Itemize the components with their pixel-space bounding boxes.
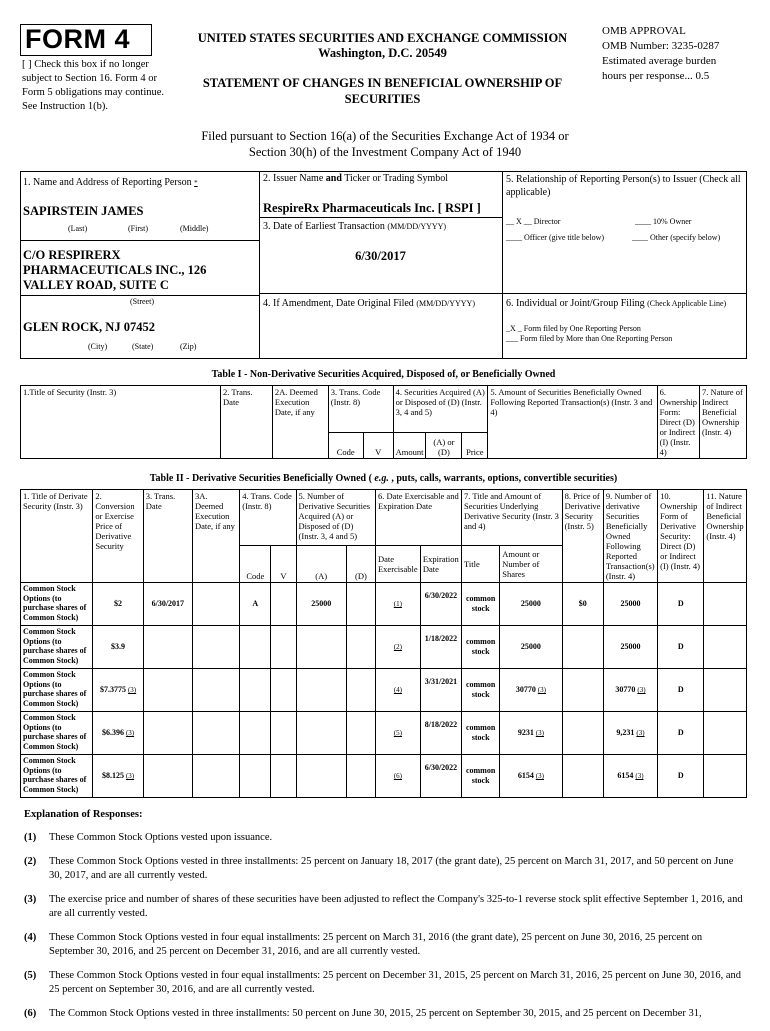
date-exercisable [375, 755, 420, 798]
t2-col-number: 5. Number of Derivative Securities Acquired (A) or Disposed of (D) (Instr. 3, 4 and 5) [296, 490, 375, 546]
owned-following: 30770 (3) [603, 669, 657, 712]
footnote-text: These Common Stock Options vested upon issuance. [49, 832, 273, 843]
derivative-row [21, 712, 747, 755]
reporting-grid [20, 171, 747, 359]
footnote-link[interactable]: (3) [535, 729, 544, 737]
underlying-amount: 9231 (3) [500, 712, 562, 755]
footnote-number: (3) [24, 894, 37, 905]
conversion-price: $2 [93, 583, 143, 626]
ownership-form: D [658, 626, 704, 669]
acquired-amount [296, 755, 346, 798]
derivative-price [562, 626, 603, 669]
transaction-code [240, 712, 271, 755]
t2-col-exercisable: 6. Date Exercisable and Expiration Date [375, 490, 461, 546]
transaction-code: A [240, 583, 271, 626]
footnote-text: These Common Stock Options vested in four equal installments: 25 percent on December 31, 2015, 25 percent on March 31, 2016, 25 percent on June 30, 2016, and 25 percent on September 30, 2016, and are all currently vested. [49, 970, 741, 995]
t2-col-title: 1. Title of Derivate Security (Instr. 3) [21, 490, 93, 583]
filed-line-2: Section 30(h) of the Investment Company Act of 1940 [248, 145, 522, 159]
t1-sub-code: Code [328, 433, 363, 459]
transaction-code [240, 669, 271, 712]
t1-sub-amount: Amount [393, 433, 426, 459]
ten-percent-owner-check[interactable]: ____ 10% Owner [635, 217, 692, 226]
expiration-date: 6/30/2022 [420, 755, 461, 798]
conversion-price: $8.125 (3) [93, 755, 143, 798]
t1-col-date: 2. Trans. Date [221, 386, 273, 459]
disposed-amount [346, 755, 375, 798]
t2-col-owned: 9. Number of derivative Securities Beneficially Owned Following Reported Transaction(s) (Instr. 4) [603, 490, 657, 583]
t1-col-ownership-form: 6. Ownership Form: Direct (D) or Indirect (I) (Instr. 4) [657, 386, 699, 459]
derivative-price [562, 712, 603, 755]
acquired-amount [296, 669, 346, 712]
nature-of-ownership [704, 712, 747, 755]
footnote-link[interactable]: (2) [393, 643, 403, 651]
t2-sub-amount: Amount or Number of Shares [500, 545, 562, 582]
first-caption: (First) [128, 224, 148, 233]
transaction-v [271, 626, 296, 669]
t2-sub-a: (A) [296, 545, 346, 582]
explanation-item [24, 831, 749, 845]
t2-col-conversion: 2. Conversion or Exercise Price of Derivative Security [93, 490, 143, 583]
underlying-amount: 6154 (3) [500, 755, 562, 798]
t1-col-owned: 5. Amount of Securities Beneficially Owned Following Reported Transaction(s) (Instr. 3 and 4) [488, 386, 657, 459]
footnote-number: (1) [24, 832, 37, 843]
city-state-zip: GLEN ROCK, NJ 07452 [23, 320, 155, 334]
omb-line: Estimated average burden [602, 55, 717, 67]
one-person-filing[interactable]: _X _ Form filed by One Reporting Person [506, 324, 641, 333]
transaction-date: 6/30/2017 [143, 583, 192, 626]
derivative-row [21, 755, 747, 798]
officer-check[interactable]: ____ Officer (give title below) [506, 233, 605, 242]
transaction-date [143, 755, 192, 798]
transaction-v [271, 583, 296, 626]
underlying-amount: 25000 [500, 583, 562, 626]
derivative-price: $0 [562, 583, 603, 626]
date-exercisable [375, 712, 420, 755]
t1-col-acquired: 4. Securities Acquired (A) or Disposed of (D) (Instr. 3, 4 and 5) [393, 386, 488, 433]
derivative-row [21, 626, 747, 669]
t1-sub-price: Price [462, 433, 488, 459]
deemed-date [192, 712, 239, 755]
director-check[interactable]: __ X __ Director [506, 217, 561, 226]
t1-col-title: 1.Title of Security (Instr. 3) [21, 386, 221, 459]
table2 [20, 489, 747, 798]
underlying-title: common stock [462, 626, 500, 669]
t2-col-deemed: 3A. Deemed Execution Date, if any [192, 490, 239, 583]
explanation-item [24, 931, 749, 959]
conversion-price: $7.3775 (3) [93, 669, 143, 712]
agency-line-1: UNITED STATES SECURITIES AND EXCHANGE COMMISSION [197, 31, 568, 45]
footnote-link[interactable]: (3) [127, 686, 137, 694]
t2-sub-exp: Expiration Date [420, 545, 461, 582]
footnote-number: (2) [24, 856, 37, 867]
t2-sub-code: Code [240, 545, 271, 582]
deemed-date [192, 669, 239, 712]
derivative-security-title: Common Stock Options (to purchase shares of Common Stock) [21, 755, 93, 798]
nature-of-ownership [704, 583, 747, 626]
filed-line-1: Filed pursuant to Section 16(a) of the Securities Exchange Act of 1934 or [201, 129, 569, 143]
omb-line: OMB APPROVAL [602, 25, 686, 37]
footnote-link[interactable]: (3) [535, 772, 544, 780]
footnote-link[interactable]: (6) [393, 772, 403, 780]
deemed-date [192, 583, 239, 626]
city-caption: (City) [88, 342, 108, 351]
underlying-title: common stock [462, 669, 500, 712]
t2-col-form: 10. Ownership Form of Derivative Security: Direct (D) or Indirect (I) (Instr. 4) [658, 490, 704, 583]
acquired-amount [296, 712, 346, 755]
transaction-v [271, 755, 296, 798]
expiration-date: 6/30/2022 [420, 583, 461, 626]
footnote-link[interactable]: (3) [636, 729, 645, 737]
explanation-heading: Explanation of Responses: [24, 809, 143, 820]
table1 [20, 385, 747, 459]
t2-col-underlying: 7. Title and Amount of Securities Underlying Derivative Security (Instr. 3 and 4) [462, 490, 563, 546]
t2-sub-title: Title [462, 545, 500, 582]
acquired-amount [296, 626, 346, 669]
omb-approval [602, 24, 762, 84]
multiple-persons-filing[interactable]: ___ Form filed by More than One Reporting Person [506, 334, 673, 343]
expiration-date: 1/18/2022 [420, 626, 461, 669]
owned-following: 6154 (3) [603, 755, 657, 798]
deemed-date [192, 755, 239, 798]
form-title-box [20, 24, 152, 56]
form-title: FORM 4 [25, 24, 131, 54]
footnote-link[interactable]: * [194, 179, 198, 187]
t2-col-date: 3. Trans. Date [143, 490, 192, 583]
t2-col-price: 8. Price of Derivative Security (Instr. 5) [562, 490, 603, 583]
deemed-date [192, 626, 239, 669]
underlying-amount: 30770 (3) [500, 669, 562, 712]
date-exercisable [375, 583, 420, 626]
disposed-amount [346, 583, 375, 626]
footnote-text: These Common Stock Options vested in three installments: 25 percent on January 18, 2017 (the grant date), 25 percent on March 31, 2017, and 50 percent on June 30, 2017, and are all currently vested. [49, 856, 734, 881]
disposed-amount [346, 626, 375, 669]
derivative-price [562, 669, 603, 712]
underlying-amount: 25000 [500, 626, 562, 669]
owned-following: 9,231 (3) [603, 712, 657, 755]
explanation-item [24, 893, 749, 921]
zip-caption: (Zip) [180, 342, 197, 351]
transaction-date [143, 712, 192, 755]
other-check[interactable]: ____ Other (specify below) [632, 233, 721, 242]
t1-col-code: 3. Trans. Code (Instr. 8) [328, 386, 393, 433]
state-caption: (State) [132, 342, 154, 351]
ownership-form: D [658, 669, 704, 712]
footnote-number: (4) [24, 932, 37, 943]
reporting-address: C/O RESPIRERX PHARMACEUTICALS INC., 126 VALLEY ROAD, SUITE C [23, 248, 207, 292]
box1-label: 1. Name and Address of Reporting Person * [23, 177, 198, 188]
statement-title: STATEMENT OF CHANGES IN BENEFICIAL OWNERSHIP OF SECURITIES [202, 76, 563, 106]
derivative-row [21, 583, 747, 626]
t2-sub-d: (D) [346, 545, 375, 582]
underlying-title: common stock [462, 583, 500, 626]
box3-label: 3. Date of Earliest Transaction (MM/DD/YYYY) [263, 221, 447, 232]
footnote-link[interactable]: (3) [125, 729, 135, 737]
earliest-transaction-date: 6/30/2017 [355, 249, 406, 263]
footnote-number: (5) [24, 970, 37, 981]
transaction-date [143, 626, 192, 669]
nature-of-ownership [704, 669, 747, 712]
footnote-text: The exercise price and number of shares of these securities have been adjusted to reflect the Company's 325-to-1 reverse stock split effective September 1, 2016, and are all currently vested. [49, 894, 743, 919]
expiration-date: 3/31/2021 [420, 669, 461, 712]
table1-title: Table I - Non-Derivative Securities Acquired, Disposed of, or Beneficially Owned [211, 369, 556, 380]
check-box-note[interactable]: [ ] Check this box if no longer subject to Section 16. Form 4 or Form 5 obligations may continue. See Instruction 1(b). [22, 59, 165, 112]
transaction-code [240, 626, 271, 669]
omb-line: OMB Number: 3235-0287 [602, 40, 720, 52]
box6-label: 6. Individual or Joint/Group Filing (Check Applicable Line) [506, 298, 727, 309]
ownership-form: D [658, 755, 704, 798]
footnote-text: These Common Stock Options vested in four equal installments: 25 percent on March 31, 2016 (the grant date), 25 percent on June 30, 2016, 25 percent on September 30, 2016, and 25 percent on December 31, 2016, and are all currently vested. [49, 932, 703, 957]
footnote-link[interactable]: (3) [537, 686, 546, 694]
date-exercisable [375, 669, 420, 712]
derivative-security-title: Common Stock Options (to purchase shares of Common Stock) [21, 626, 93, 669]
derivative-security-title: Common Stock Options (to purchase shares of Common Stock) [21, 583, 93, 626]
disposed-amount [346, 669, 375, 712]
middle-caption: (Middle) [180, 224, 209, 233]
transaction-date [143, 669, 192, 712]
t1-col-deemed: 2A. Deemed Execution Date, if any [272, 386, 328, 459]
footnote-link[interactable]: (3) [635, 772, 644, 780]
explanation-item [24, 969, 749, 997]
agency-line-2: Washington, D.C. 20549 [318, 46, 447, 60]
t1-col-nature: 7. Nature of Indirect Beneficial Ownership (Instr. 4) [699, 386, 746, 459]
agency-heading [180, 31, 585, 61]
footnote-link[interactable]: (5) [393, 729, 403, 737]
footnote-text: The Common Stock Options vested in three installments: 50 percent on June 30, 2015, 25 percent on September 30, 2015, and 25 percent on December 31, [49, 1008, 702, 1019]
transaction-code [240, 755, 271, 798]
conversion-price: $3.9 [93, 626, 143, 669]
box4-label: 4. If Amendment, Date Original Filed (MM/DD/YYYY) [263, 298, 475, 309]
transaction-v [271, 712, 296, 755]
omb-line: hours per response... 0.5 [602, 70, 710, 82]
conversion-price: $6.396 (3) [93, 712, 143, 755]
nature-of-ownership [704, 755, 747, 798]
owned-following: 25000 [603, 626, 657, 669]
filed-pursuant [100, 128, 670, 160]
ownership-form: D [658, 712, 704, 755]
derivative-price [562, 755, 603, 798]
derivative-row [21, 669, 747, 712]
expiration-date: 8/18/2022 [420, 712, 461, 755]
nature-of-ownership [704, 626, 747, 669]
footnote-link[interactable]: (3) [637, 686, 646, 694]
owned-following: 25000 [603, 583, 657, 626]
street-caption: (Street) [130, 297, 154, 306]
box2-label: 2. Issuer Name and Ticker or Trading Symbol [263, 173, 449, 184]
ownership-form: D [658, 583, 704, 626]
t2-sub-v: V [271, 545, 296, 582]
t2-col-nature: 11. Nature of Indirect Beneficial Ownership (Instr. 4) [704, 490, 747, 583]
explanation-item [24, 1007, 749, 1021]
last-caption: (Last) [68, 224, 88, 233]
derivative-security-title: Common Stock Options (to purchase shares of Common Stock) [21, 712, 93, 755]
table2-title: Table II - Derivative Securities Beneficially Owned ( e.g. , puts, calls, warrants, options, convertible securities) [149, 473, 618, 484]
explanation-item [24, 855, 749, 883]
footnote-link[interactable]: (3) [125, 772, 135, 780]
t2-sub-date-ex: Date Exercisable [375, 545, 420, 582]
reporting-person-name: SAPIRSTEIN JAMES [23, 204, 144, 218]
disposed-amount [346, 712, 375, 755]
issuer-name: RespireRx Pharmaceuticals Inc. [ RSPI ] [263, 201, 481, 215]
underlying-title: common stock [462, 712, 500, 755]
footnote-link[interactable]: (1) [393, 600, 403, 608]
footnote-number: (6) [24, 1008, 37, 1019]
t1-sub-v: V [363, 433, 393, 459]
footnote-link[interactable]: (4) [393, 686, 403, 694]
transaction-v [271, 669, 296, 712]
explanation-of-responses [24, 808, 749, 1031]
acquired-amount: 25000 [296, 583, 346, 626]
t1-sub-aord: (A) or (D) [426, 433, 462, 459]
underlying-title: common stock [462, 755, 500, 798]
date-exercisable [375, 626, 420, 669]
derivative-security-title: Common Stock Options (to purchase shares of Common Stock) [21, 669, 93, 712]
box5-label: 5. Relationship of Reporting Person(s) to Issuer (Check all applicable) [506, 174, 741, 198]
t2-col-code: 4. Trans. Code (Instr. 8) [240, 490, 296, 546]
